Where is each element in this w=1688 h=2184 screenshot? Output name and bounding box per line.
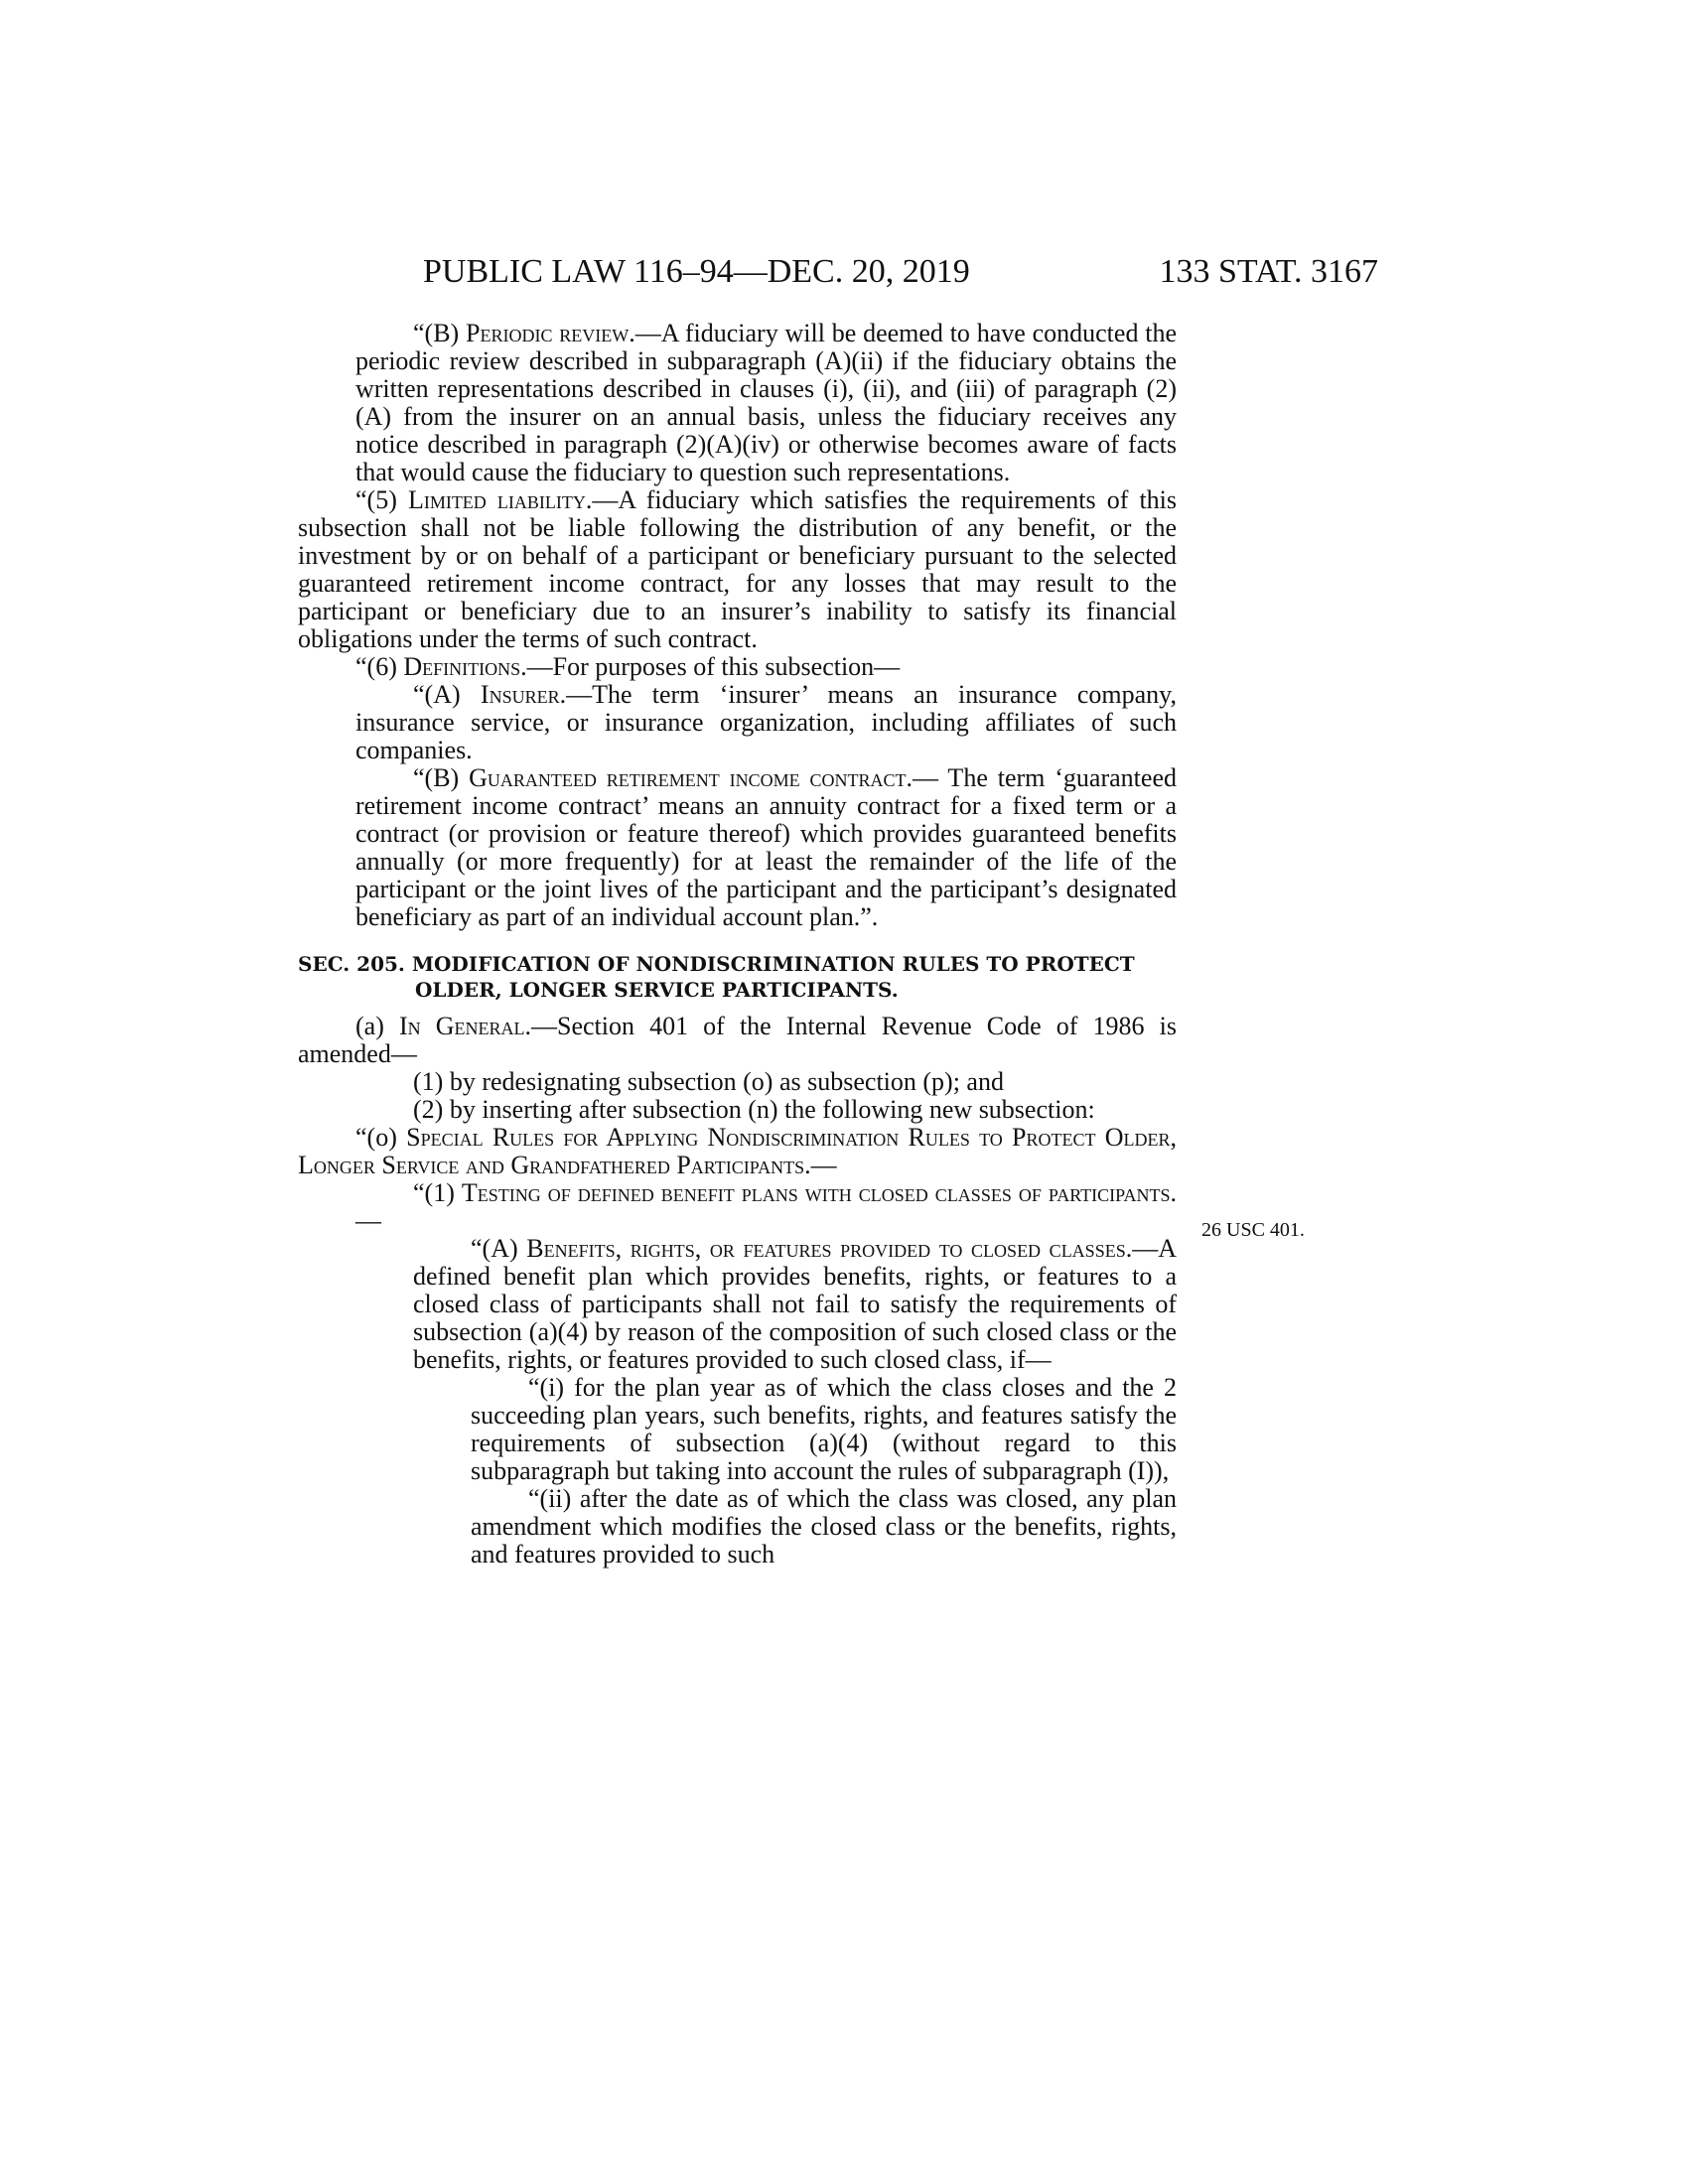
heading-definitions: Definitions bbox=[403, 652, 521, 681]
paragraph-limited-liability: “(5) Limited liability.—A fiduciary which satisfies the requirements of this subsection shall not be liable following the distribution of any benefit, or the investment by or on behalf of a participant or beneficiary pursuant to the selected guaranteed retirement income contract, for any losses that may result to the participant or beneficiary due to an insurer’s inability to satisfy its financial obligations under the terms of such contract. bbox=[298, 485, 1178, 653]
paragraph-benefits-closed-classes: “(A) Benefits, rights, or features provided to closed classes.—A defined benefit plan which provides benefits, rights, or features to a closed class of participants shall not fail to satisfy the requirements of subsection (a)(4) by reason of the composition of such closed class or the benefits, rights, or features provided to such closed class, if— bbox=[413, 1234, 1177, 1374]
paragraph-definitions: “(6) Definitions.—For purposes of this subsection— bbox=[355, 652, 901, 681]
heading-limited-liability: Limited liability bbox=[407, 485, 586, 514]
paragraph-testing-closed-classes: “(1) Testing of defined benefit plans with closed classes of participants.— bbox=[355, 1178, 1177, 1235]
paragraph-inserting: (2) by inserting after subsection (n) the following new subsection: bbox=[413, 1095, 1095, 1124]
paragraph-periodic-review: “(B) Periodic review.—A fiduciary will be deemed to have conducted the periodic review described in subparagraph (A)(ii) if the fiduciary obtains the written representations described in clauses (i), (ii), and (iii) of paragraph (2)(A) from the insurer on an annual basis, unless the fiduciary receives any notice described in paragraph (2)(A)(iv) or otherwise becomes aware of facts that would cause the fiduciary to question such representations. bbox=[355, 319, 1177, 486]
header-stat-citation: 133 STAT. 3167 bbox=[1159, 253, 1378, 290]
heading-insurer: Insurer bbox=[480, 680, 560, 709]
header-title: PUBLIC LAW 116–94—DEC. 20, 2019 bbox=[423, 253, 970, 290]
heading-special-rules: Special Rules for Applying Nondiscrimination Rules to Protect Older, Longer Service and Grandfathered Participants bbox=[298, 1123, 1177, 1179]
paragraph-guaranteed-contract: “(B) Guaranteed retirement income contract.— The term ‘guaranteed retirement income contract’ means an annuity contract for a fixed term or a contract (or provision or feature thereof) which provides guaranteed benefits annually (or more frequently) for at least the remainder of the life of the participant or the joint lives of the participant and the participant’s designated beneficiary as part of an individual account plan.”. bbox=[355, 763, 1177, 931]
paragraph-special-rules: “(o) Special Rules for Applying Nondiscrimination Rules to Protect Older, Longer Service and Grandfathered Participants.— bbox=[298, 1123, 1177, 1179]
page-header bbox=[298, 253, 1378, 293]
section-heading-line2: OLDER, LONGER SERVICE PARTICIPANTS. bbox=[415, 978, 899, 1002]
clause-ii: “(ii) after the date as of which the class was closed, any plan amendment which modifies the closed class or the benefits, rights, and features provided to such bbox=[471, 1484, 1177, 1569]
heading-testing-closed-classes: Testing of defined benefit plans with closed classes of participants bbox=[461, 1178, 1171, 1207]
heading-benefits-closed-classes: Benefits, rights, or features provided to closed classes bbox=[526, 1234, 1126, 1263]
paragraph-redesignating: (1) by redesignating subsection (o) as subsection (p); and bbox=[413, 1067, 1004, 1096]
heading-guaranteed-contract: Guaranteed retirement income contract bbox=[469, 763, 907, 792]
paragraph-insurer: “(A) Insurer.—The term ‘insurer’ means an insurance company, insurance service, or insurance organization, including affiliates of such companies. bbox=[355, 680, 1177, 764]
paragraph-in-general: (a) In General.—Section 401 of the Internal Revenue Code of 1986 is amended— bbox=[298, 1012, 1177, 1068]
heading-in-general: In General bbox=[398, 1012, 525, 1040]
heading-periodic-review: Periodic review bbox=[466, 319, 630, 347]
margin-note-usc: 26 USC 401. bbox=[1201, 1219, 1305, 1241]
document-body bbox=[298, 320, 1177, 1569]
section-heading bbox=[298, 951, 1177, 1003]
clause-i: “(i) for the plan year as of which the class closes and the 2 succeeding plan years, such benefits, rights, and features satisfy the requirements of subsection (a)(4) (without regard to this subparagraph but taking into account the rules of subparagraph (I)), bbox=[471, 1373, 1177, 1485]
section-heading-line1: SEC. 205. MODIFICATION OF NONDISCRIMINATION RULES TO PROTECT bbox=[298, 952, 1135, 976]
